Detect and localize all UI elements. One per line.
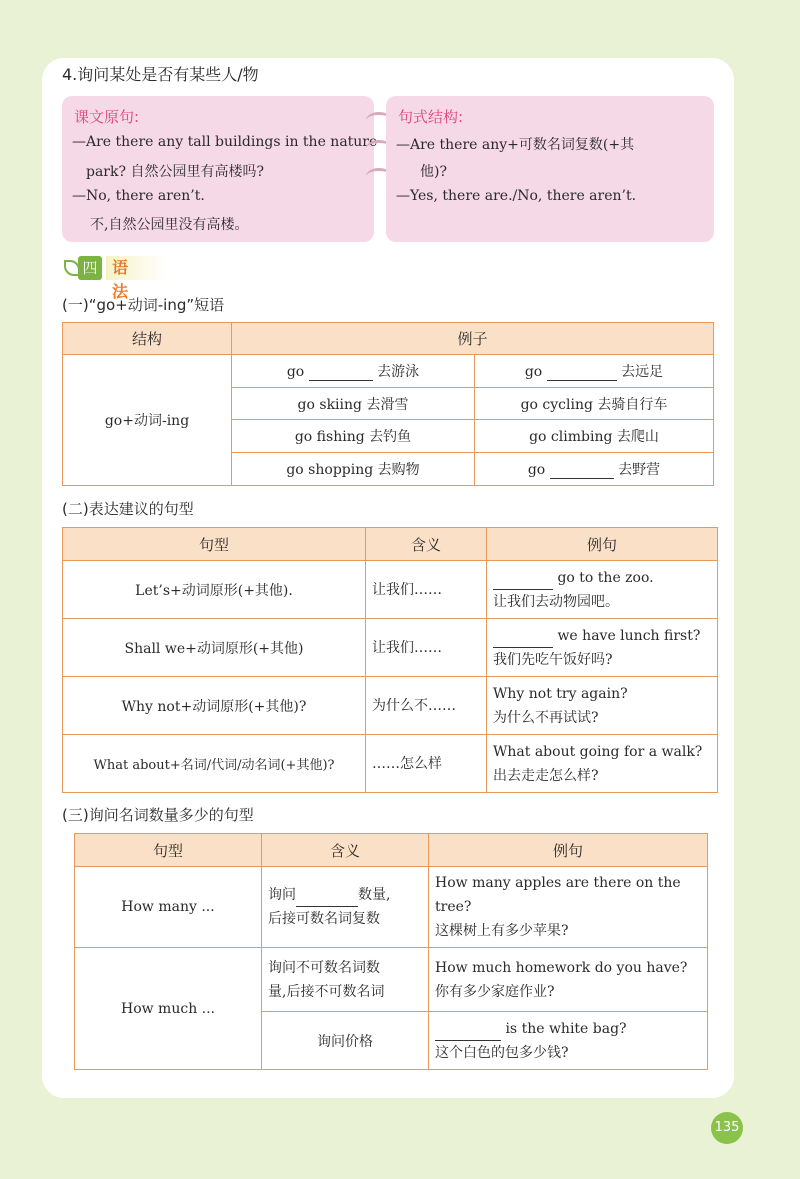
structure-label: 句式结构: (398, 108, 464, 126)
structure-line: —Yes, there are./No, there aren’t. (396, 188, 637, 204)
meaning-cell: 让我们…… (366, 619, 487, 677)
part1-title: (一)“go+动词-ing”短语 (62, 296, 225, 314)
example-cell (487, 677, 718, 735)
example-en: go to the zoo. (557, 569, 654, 586)
example-meaning: 去远足 (621, 364, 664, 380)
fill-blank[interactable] (493, 633, 553, 648)
section-number-badge: 四 (78, 256, 102, 280)
example-zh: 这棵树上有多少苹果? (435, 923, 569, 939)
meaning-text: 后接可数名词复数 (268, 911, 380, 927)
structure-box (386, 96, 714, 242)
example-text: go cycling (520, 396, 593, 413)
fill-blank[interactable] (547, 366, 617, 381)
structure-line: 他)? (420, 164, 447, 180)
example-cell (487, 561, 718, 619)
example-cell (475, 420, 714, 453)
example-cell (475, 388, 714, 420)
part2-title: (二)表达建议的句型 (62, 500, 194, 518)
example-en: is the white bag? (505, 1020, 627, 1037)
example-en: Why not try again? (493, 685, 628, 702)
lesson-line: —Are there any tall buildings in the nature (72, 134, 378, 150)
section-title: 语法 (106, 256, 168, 280)
example-text: go fishing (294, 429, 365, 445)
quantity-table (74, 833, 708, 1070)
example-text: go shopping (286, 462, 374, 478)
fill-blank[interactable] (435, 1026, 501, 1041)
go-ing-table (62, 322, 714, 486)
example-zh: 出去走走怎么样? (493, 767, 599, 784)
example-cell (429, 1012, 708, 1070)
example-meaning: 去野营 (618, 462, 661, 478)
lesson-sentence-box (62, 96, 378, 242)
pattern-cell: How many ... (75, 867, 262, 948)
header-pattern: 句型 (75, 834, 262, 867)
meaning-cell (262, 867, 429, 948)
suggestion-table (62, 527, 718, 793)
header-meaning: 含义 (366, 528, 487, 561)
example-cell (232, 388, 475, 420)
example-cell (429, 867, 708, 948)
example-zh: 这个白色的包多少钱? (435, 1044, 569, 1061)
meaning-text: 询问 (268, 887, 296, 903)
example-text: go (524, 364, 543, 380)
heading-4: 4.询问某处是否有某些人/物 (62, 65, 259, 84)
header-example: 例句 (487, 528, 718, 561)
example-text: go skiing (297, 396, 362, 413)
example-cell (232, 420, 475, 453)
header-example: 例句 (429, 834, 708, 867)
example-text: go (286, 364, 305, 380)
fill-blank[interactable] (550, 464, 614, 479)
meaning-cell: 为什么不…… (366, 677, 487, 735)
example-text: go (527, 462, 546, 478)
lesson-sentence-label: 课文原句: (74, 108, 140, 126)
meaning-cell (262, 948, 429, 1012)
example-en: How many apples are there on the tree? (435, 875, 681, 915)
pattern-cell: Shall we+动词原形(+其他) (63, 619, 366, 677)
example-zh: 为什么不再试试? (493, 709, 599, 726)
example-en: What about going for a walk? (493, 743, 703, 760)
example-cell (487, 735, 718, 793)
example-text: go climbing (529, 429, 613, 445)
example-cell (232, 453, 475, 486)
example-zh: 我们先吃午饭好吗? (493, 651, 613, 668)
example-zh: 你有多少家庭作业? (435, 983, 555, 1000)
header-pattern: 句型 (63, 528, 366, 561)
header-meaning: 含义 (262, 834, 429, 867)
header-examples: 例子 (232, 323, 714, 355)
meaning-text: 量,后接不可数名词 (268, 983, 385, 1000)
example-cell (475, 355, 714, 388)
pattern-cell: How much ... (75, 948, 262, 1070)
structure-cell: go+动词-ing (63, 355, 232, 486)
example-meaning: 去爬山 (616, 429, 659, 445)
example-en: we have lunch first? (557, 627, 701, 644)
example-meaning: 去钓鱼 (369, 429, 412, 445)
example-cell (232, 355, 475, 388)
fill-blank[interactable] (296, 892, 358, 907)
example-meaning: 去骑自行车 (597, 396, 668, 413)
example-cell (475, 453, 714, 486)
pattern-cell: What about+名词/代词/动名词(+其他)? (63, 735, 366, 793)
meaning-cell: ……怎么样 (366, 735, 487, 793)
page-number: 135 (711, 1112, 743, 1144)
header-structure: 结构 (63, 323, 232, 355)
meaning-text: 数量, (358, 887, 391, 903)
example-cell (429, 948, 708, 1012)
part3-title: (三)询问名词数量多少的句型 (62, 806, 254, 824)
meaning-text: 询问不可数名词数 (268, 959, 380, 976)
fill-blank[interactable] (309, 366, 373, 381)
meaning-cell: 询问价格 (262, 1012, 429, 1070)
lesson-line: 不,自然公园里没有高楼。 (90, 217, 249, 233)
pattern-cell: Let’s+动词原形(+其他). (63, 561, 366, 619)
example-meaning: 去购物 (377, 462, 420, 478)
example-zh: 让我们去动物园吧。 (493, 593, 619, 610)
example-en: How much homework do you have? (435, 959, 688, 976)
structure-line: —Are there any+可数名词复数(+其 (396, 137, 635, 153)
lesson-line: park? 自然公园里有高楼吗? (86, 164, 264, 180)
pattern-cell: Why not+动词原形(+其他)? (63, 677, 366, 735)
fill-blank[interactable] (493, 575, 553, 590)
example-meaning: 去游泳 (377, 364, 420, 380)
meaning-cell: 让我们…… (366, 561, 487, 619)
lesson-line: —No, there aren’t. (72, 188, 205, 204)
example-cell (487, 619, 718, 677)
example-meaning: 去滑雪 (366, 396, 409, 413)
